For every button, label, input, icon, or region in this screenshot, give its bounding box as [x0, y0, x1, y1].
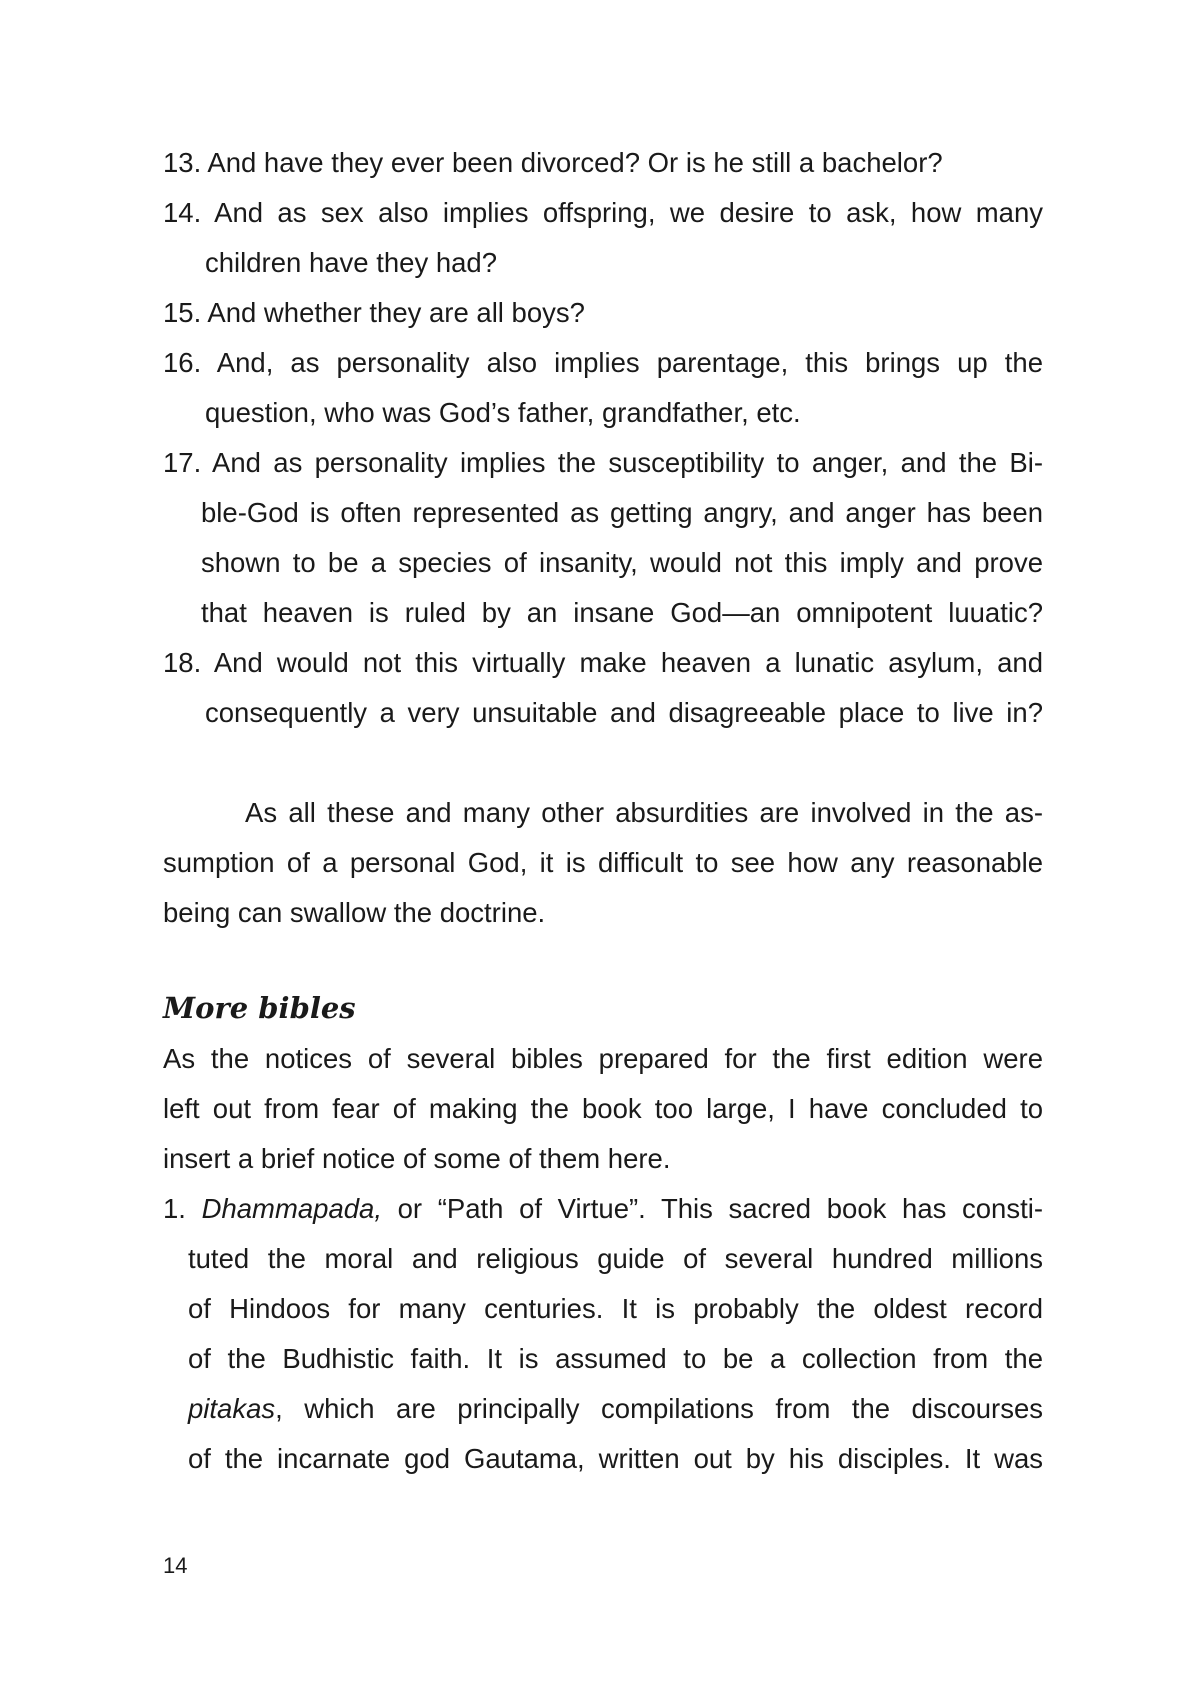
text-line: ble-God is often represented as getting angry, and anger has been: [201, 497, 1043, 528]
text-line: that heaven is ruled by an insane God—an omnipotent luuatic?: [201, 597, 1043, 628]
text-line: sumption of a personal God, it is difficult to see how any reasonable: [163, 847, 1043, 878]
page-body: [163, 138, 1043, 1484]
section-heading: More bibles: [163, 991, 356, 1025]
page-number: 14: [163, 1553, 188, 1578]
text-line: 13. And have they ever been divorced? Or is he still a bachelor?: [163, 147, 943, 178]
list-item-13: [163, 138, 1043, 188]
text-run: , which are principally compilations from the discourses: [275, 1393, 1043, 1424]
text-line: shown to be a species of insanity, would not this imply and prove: [201, 547, 1043, 578]
text-run: or “Path of Virtue”. This sacred book has consti-: [381, 1193, 1043, 1224]
text-line: being can swallow the doctrine.: [163, 897, 546, 928]
text-line: 17. And as personality implies the susceptibility to anger, and the Bi-: [163, 447, 1043, 478]
text-line: 18. And would not this virtually make heaven a lunatic asylum, and: [163, 647, 1043, 678]
bible-item-1: [163, 1184, 1043, 1484]
list-item-16: [163, 338, 1043, 438]
text-line: 14. And as sex also implies offspring, we desire to ask, how many: [163, 197, 1043, 228]
text-line: of the incarnate god Gautama, written out by his disciples. It was: [188, 1443, 1043, 1474]
text-line: left out from fear of making the book too large, I have concluded to: [163, 1093, 1043, 1124]
item-number: 1.: [163, 1193, 202, 1224]
book-title: Dhammapada,: [201, 1193, 382, 1224]
text-line: 15. And whether they are all boys?: [163, 297, 585, 328]
paragraph-gap: [163, 738, 1043, 788]
text-line: question, who was God’s father, grandfather, etc.: [205, 397, 801, 428]
text-line: of the Budhistic faith. It is assumed to be a collection from the: [188, 1343, 1043, 1374]
text-line: children have they had?: [205, 247, 498, 278]
list-item-15: [163, 288, 1043, 338]
text-line: consequently a very unsuitable and disagreeable place to live in?: [205, 697, 1043, 728]
paragraph: [163, 788, 1043, 938]
paragraph: [163, 1034, 1043, 1184]
text-line: As all these and many other absurdities are involved in the as-: [245, 797, 1043, 828]
text-line: [163, 1184, 1043, 1234]
text-line: [163, 1384, 1043, 1434]
text-line: tuted the moral and religious guide of several hundred millions: [188, 1243, 1043, 1274]
text-line: insert a brief notice of some of them here.: [163, 1143, 671, 1174]
text-line: of Hindoos for many centuries. It is probably the oldest record: [188, 1293, 1043, 1324]
list-item-14: [163, 188, 1043, 288]
list-item-18: [163, 638, 1043, 738]
list-item-17: [163, 438, 1043, 638]
text-line: As the notices of several bibles prepared for the first edition were: [163, 1043, 1043, 1074]
text-line: 16. And, as personality also implies parentage, this brings up the: [163, 347, 1043, 378]
italic-term: pitakas: [188, 1393, 276, 1424]
